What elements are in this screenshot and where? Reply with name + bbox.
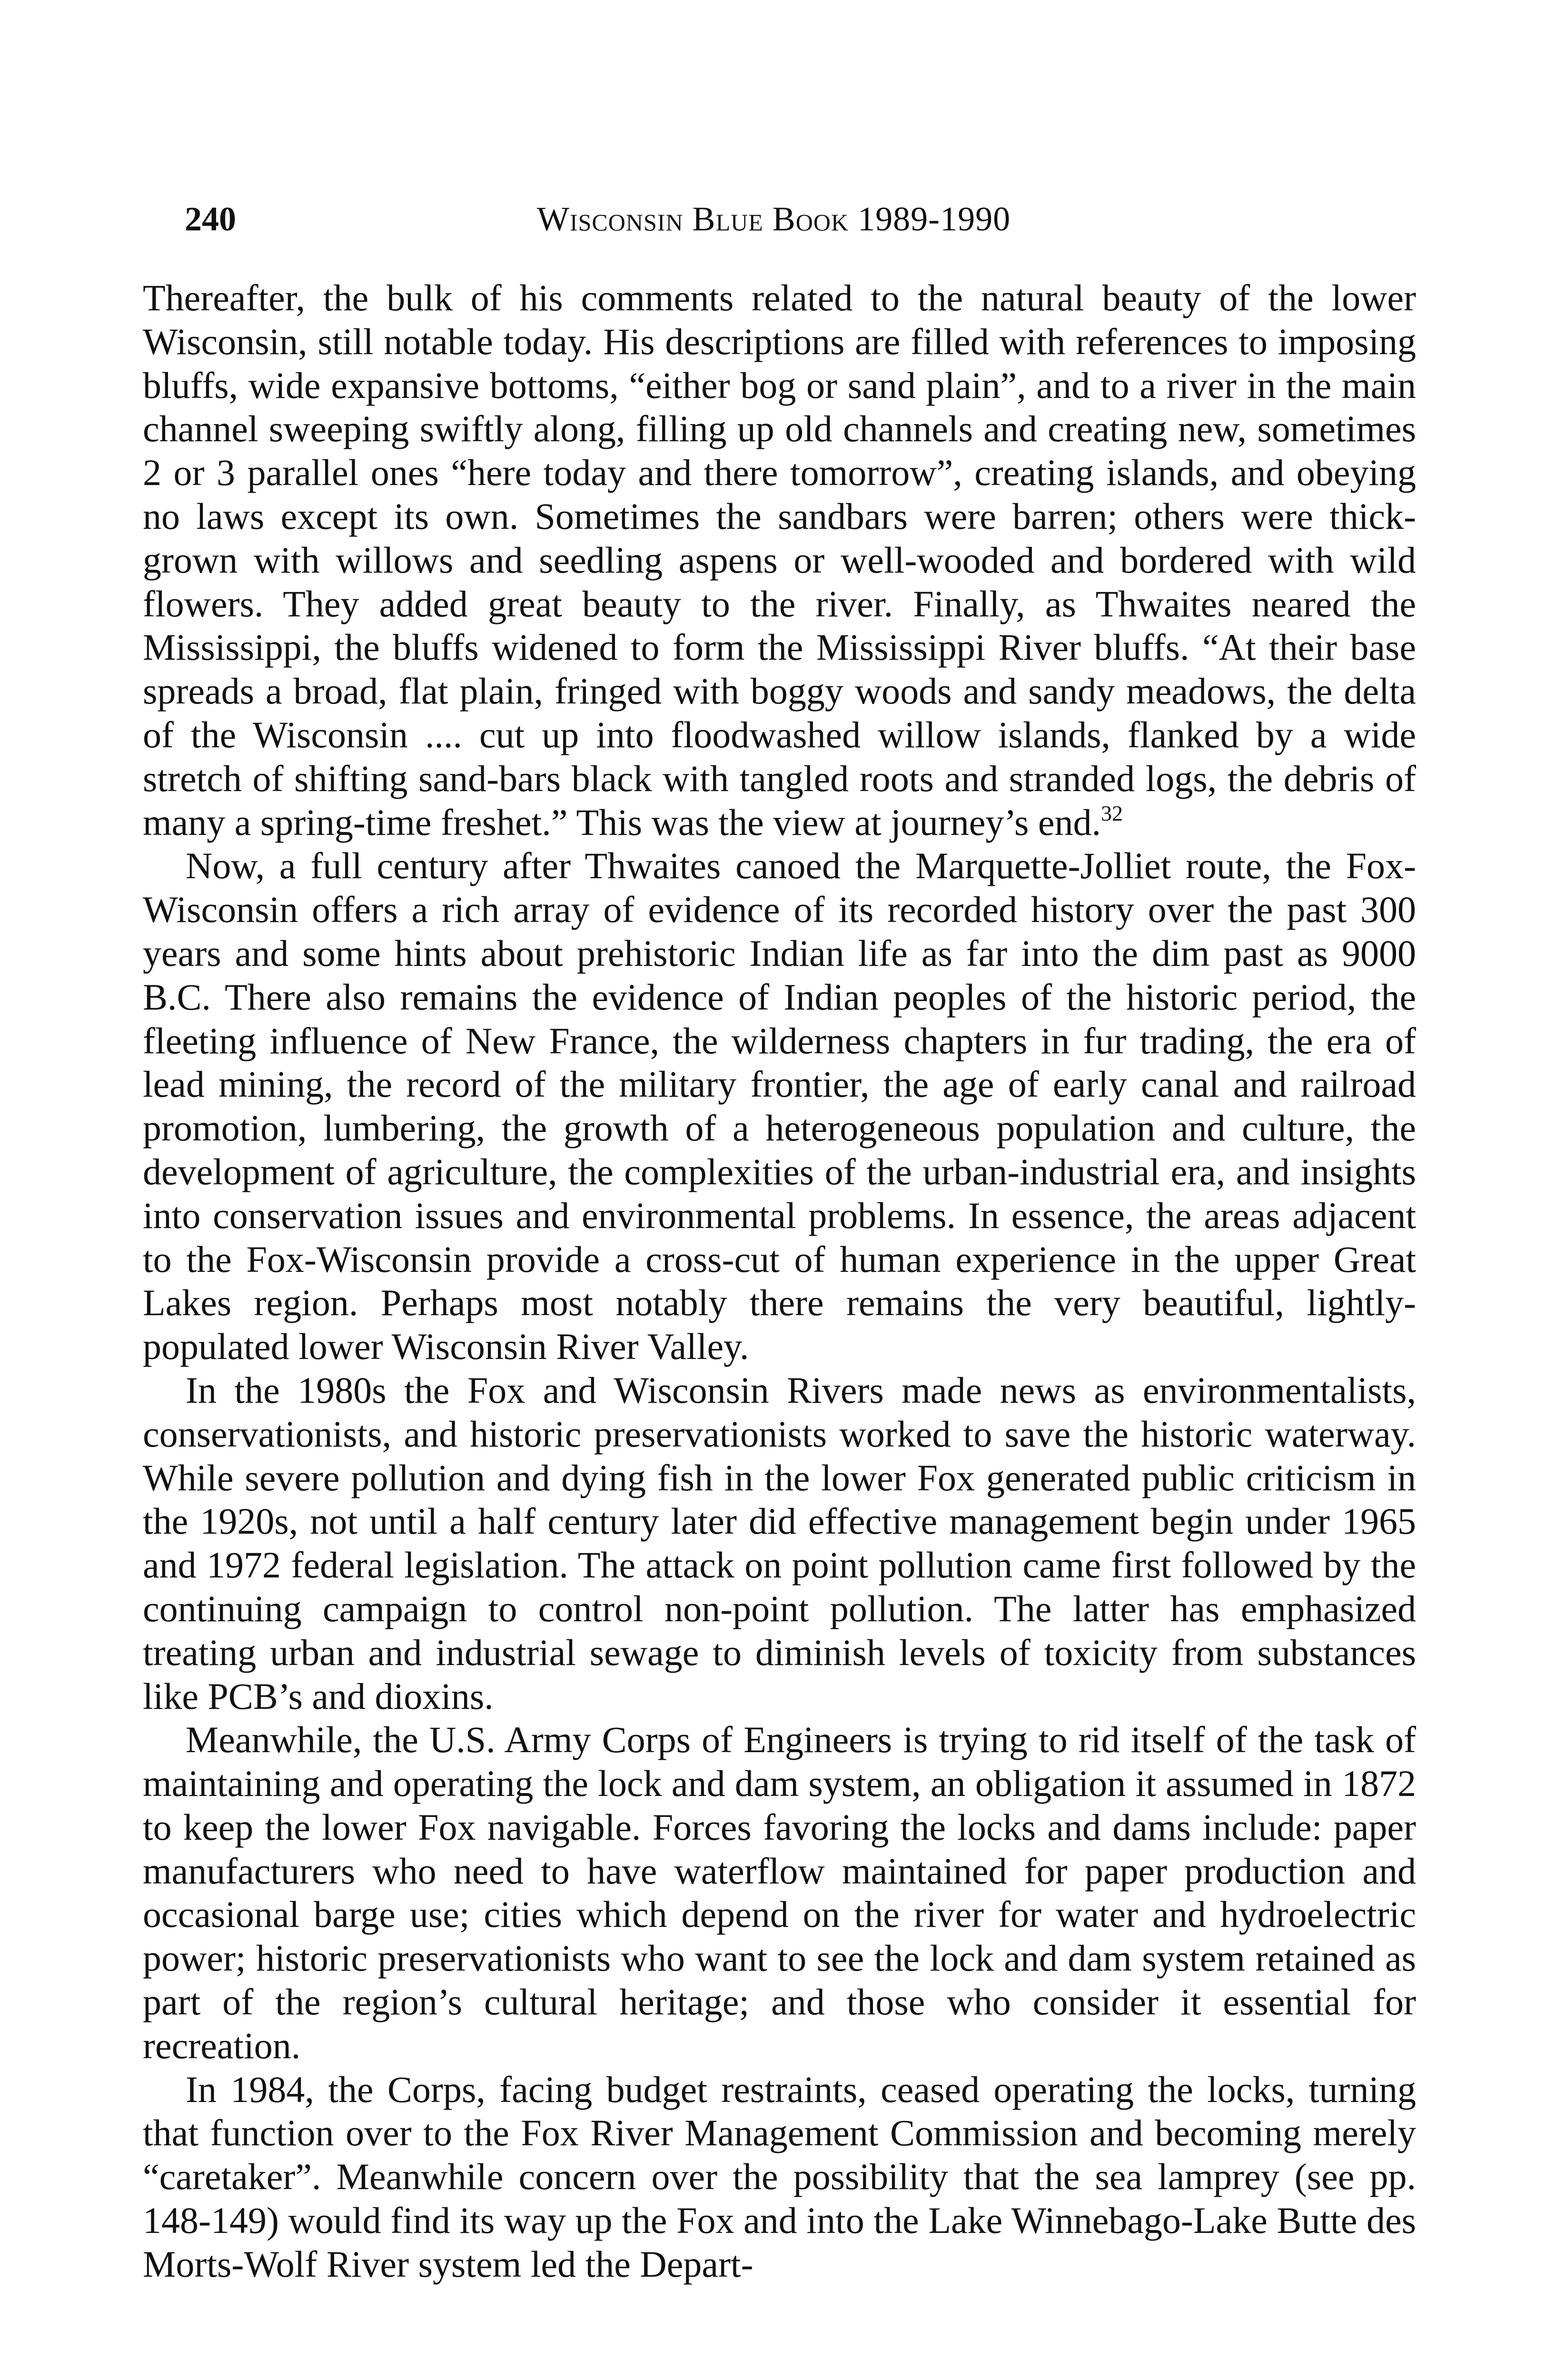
running-head: Wisconsin Blue Book 1989-1990 bbox=[537, 200, 1011, 238]
page-number: 240 bbox=[185, 200, 236, 238]
paragraph bbox=[143, 1368, 1416, 1718]
footnote-reference: 32 bbox=[1101, 801, 1123, 825]
body-text bbox=[143, 276, 1416, 2286]
paragraph bbox=[143, 2068, 1416, 2286]
paragraph bbox=[143, 276, 1416, 844]
paragraph-text: Meanwhile, the U.S. Army Corps of Engineers is trying to rid itself of the task of maintaining and operating the lock and dam system, an obligation it assumed in 1872 to keep the lower Fox navigable. Forces favoring the locks and dams include: paper manufacturers who need to have waterflow maintained for paper production and occasional barge use; cities which depend on the river for water and hydroelectric power; historic preservationists who want to see the lock and dam system retained as part of the region’s cultural heritage; and those who consider it essential for recreation. bbox=[143, 1719, 1416, 2066]
paragraph-text: Now, a full century after Thwaites canoed the Marquette-Jolliet route, the Fox-Wisconsin offers a rich array of evidence of its recorded history over the past 300 years and some hints about prehistoric Indian life as far into the dim past as 9000 B.C. There also remains the evidence of Indian peoples of the historic period, the fleeting influence of New France, the wilderness chapters in fur trading, the era of lead mining, the record of the military frontier, the age of early canal and railroad promotion, lumbering, the growth of a heterogeneous population and culture, the development of agriculture, the complexities of the urban-industrial era, and insights into conservation issues and environmental problems. In essence, the areas adjacent to the Fox-Wisconsin provide a cross-cut of human experience in the upper Great Lakes region. Perhaps most notably there remains the very beautiful, lightly-populated lower Wisconsin River Valley. bbox=[143, 845, 1416, 1368]
paragraph-text: In 1984, the Corps, facing budget restraints, ceased operating the locks, turning that function over to the Fox River Management Commission and becoming merely “caretaker”. Meanwhile concern over the possibility that the sea lamprey (see pp. 148-149) would find its way up the Fox and into the Lake Winnebago-Lake Butte des Morts-Wolf River system led the Depart- bbox=[143, 2068, 1416, 2285]
paragraph-text: Thereafter, the bulk of his comments related to the natural beauty of the lower Wisconsin, still notable today. His descriptions are filled with references to imposing bluffs, wide expansive bottoms, “either bog or sand plain”, and to a river in the main channel sweeping swiftly along, filling up old channels and creating new, sometimes 2 or 3 parallel ones “here today and there tomorrow”, creating islands, and obeying no laws except its own. Sometimes the sandbars were barren; others were thick-grown with willows and seedling aspens or well-wooded and bordered with wild flowers. They added great beauty to the river. Finally, as Thwaites neared the Mississippi, the bluffs widened to form the Mississippi River bluffs. “At their base spreads a broad, flat plain, fringed with boggy woods and sandy meadows, the delta of the Wisconsin .... cut up into floodwashed willow islands, flanked by a wide stretch of shifting sand-bars black with tangled roots and stranded logs, the debris of many a spring-time freshet.” This was the view at journey’s end. bbox=[143, 277, 1416, 843]
paragraph bbox=[143, 844, 1416, 1368]
paragraph bbox=[143, 1718, 1416, 2067]
page-header bbox=[185, 195, 1422, 248]
paragraph-text: In the 1980s the Fox and Wisconsin Rivers made news as environmentalists, conservationists, and historic preservationists worked to save the historic waterway. While severe pollution and dying fish in the lower Fox generated public criticism in the 1920s, not until a half century later did effective management begin under 1965 and 1972 federal legislation. The attack on point pollution came first followed by the continuing campaign to control non-point pollution. The latter has emphasized treating urban and industrial sewage to diminish levels of toxicity from substances like PCB’s and dioxins. bbox=[143, 1369, 1416, 1717]
